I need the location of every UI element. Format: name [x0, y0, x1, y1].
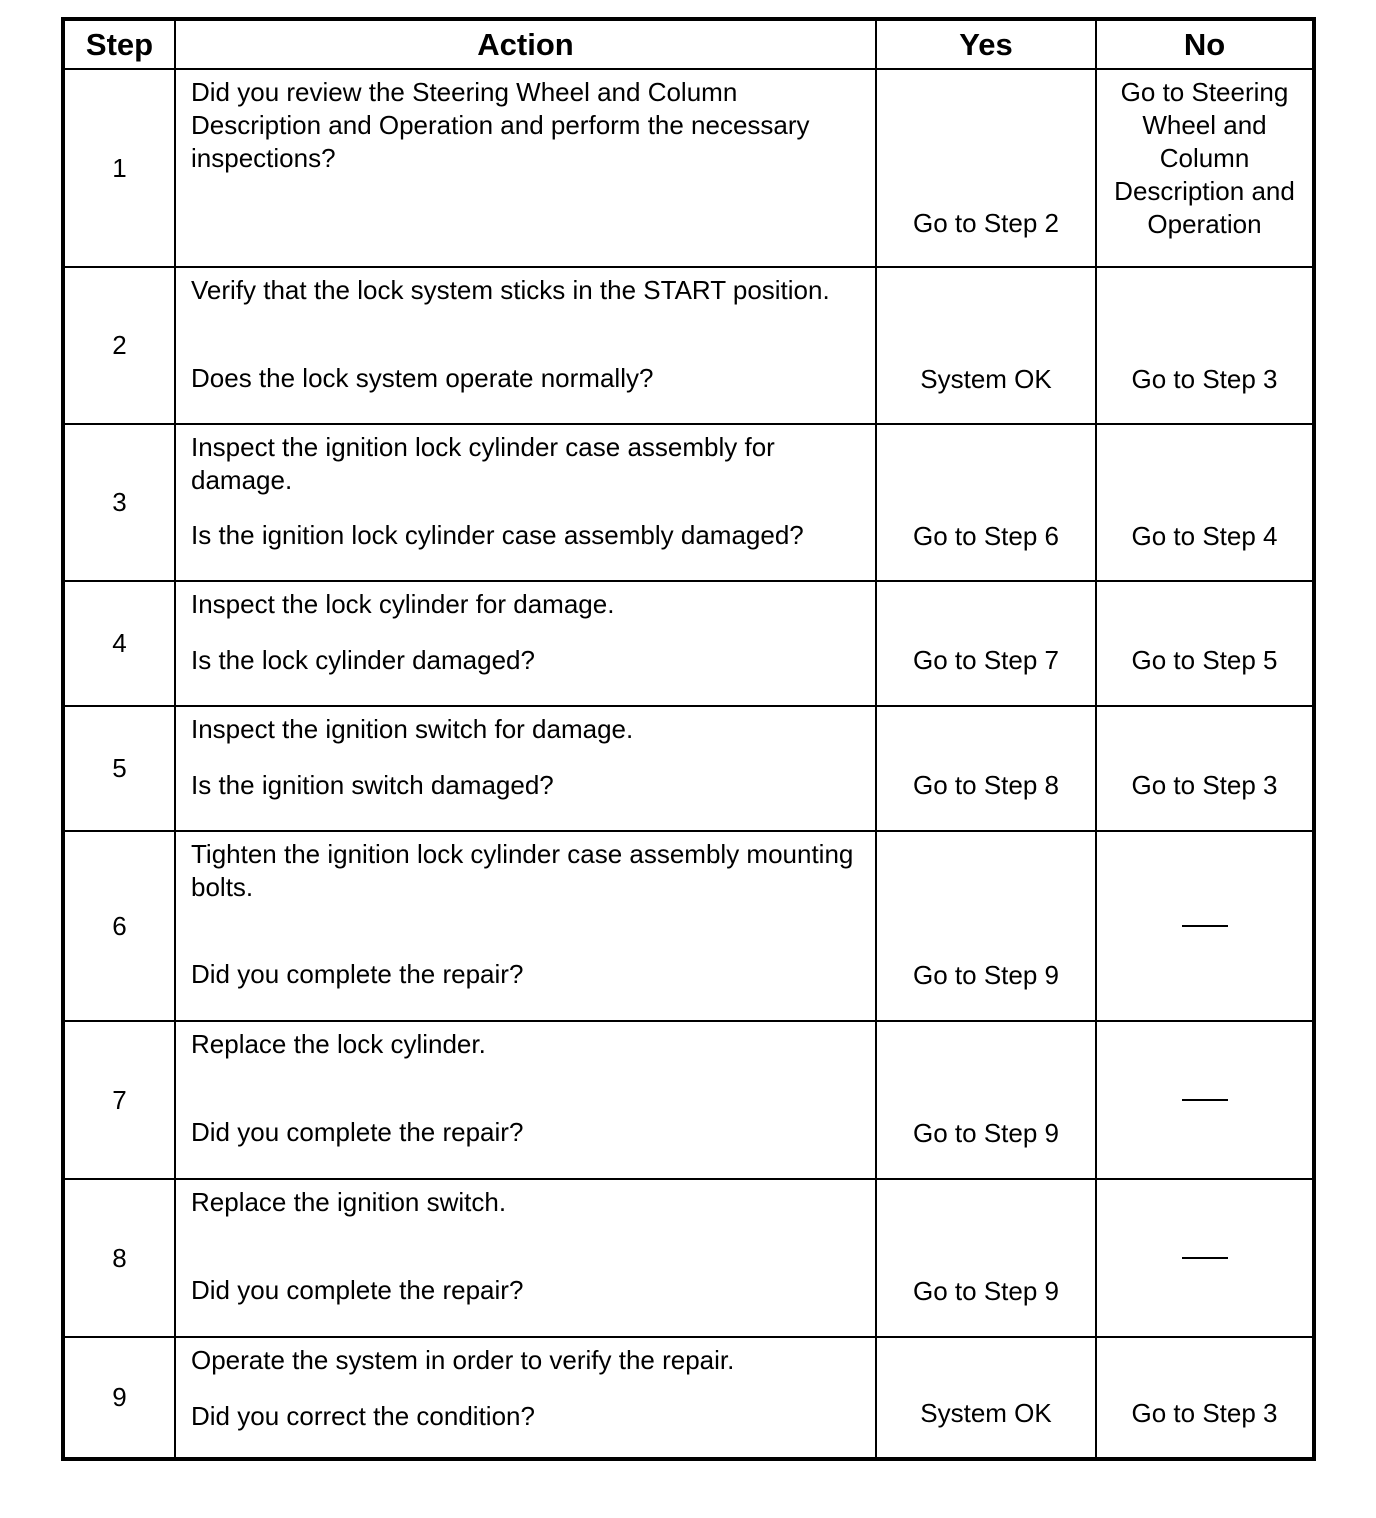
no-cell — [1097, 1180, 1312, 1338]
yes-cell — [877, 1180, 1097, 1338]
diagnostic-table — [61, 17, 1316, 1461]
yes-result: Go to Step 9 — [913, 1118, 1059, 1148]
action-question: Is the ignition lock cylinder case assembly damaged? — [191, 520, 804, 550]
yes-result: Go to Step 2 — [913, 208, 1059, 238]
no-answer-dash — [1182, 1099, 1228, 1101]
no-cell — [1097, 832, 1312, 1022]
no-answer-dash — [1182, 925, 1228, 927]
header-yes: Yes — [877, 21, 1097, 70]
no-cell — [1097, 1338, 1312, 1457]
yes-result: Go to Step 6 — [913, 521, 1059, 551]
step-number — [65, 268, 176, 425]
action-cell — [176, 70, 877, 268]
action-text: Inspect the ignition switch for damage. — [191, 714, 634, 744]
no-result: Go to Step 5 — [1131, 645, 1278, 675]
yes-cell — [877, 1022, 1097, 1180]
yes-result: Go to Step 7 — [913, 645, 1059, 675]
step-number-text: 8 — [112, 1242, 127, 1273]
action-cell — [176, 1338, 877, 1457]
yes-cell — [877, 707, 1097, 832]
yes-result: Go to Step 9 — [913, 1276, 1059, 1306]
step-number — [65, 70, 176, 268]
yes-result: System OK — [920, 364, 1052, 394]
action-question: Did you complete the repair? — [191, 1275, 524, 1305]
no-cell — [1097, 425, 1312, 582]
action-question: Did you complete the repair? — [191, 1117, 524, 1147]
no-cell — [1097, 707, 1312, 832]
yes-result: Go to Step 9 — [913, 960, 1059, 990]
step-number — [65, 1338, 176, 1457]
step-number — [65, 1022, 176, 1180]
yes-cell — [877, 832, 1097, 1022]
no-answer-dash — [1182, 1257, 1228, 1259]
step-number-text: 3 — [112, 487, 127, 517]
step-number — [65, 1180, 176, 1338]
action-question: Is the lock cylinder damaged? — [191, 645, 535, 675]
no-cell — [1097, 1022, 1312, 1180]
yes-result: System OK — [920, 1398, 1052, 1428]
step-number-text: 1 — [112, 152, 127, 183]
yes-result: Go to Step 8 — [913, 770, 1059, 800]
action-text: Operate the system in order to verify the repair. — [191, 1345, 735, 1375]
action-text: Replace the ignition switch. — [191, 1187, 507, 1217]
action-text: Replace the lock cylinder. — [191, 1029, 486, 1059]
action-text: Verify that the lock system sticks in the START position. — [191, 275, 830, 305]
action-question: Did you complete the repair? — [191, 959, 524, 989]
yes-cell — [877, 70, 1097, 268]
action-cell — [176, 1022, 877, 1180]
action-text: Did you review the Steering Wheel and Column Description and Operation and perform the necessary inspections? — [191, 77, 810, 173]
header-step: Step — [65, 21, 176, 70]
yes-cell — [877, 425, 1097, 582]
header-action: Action — [176, 21, 877, 70]
yes-cell — [877, 1338, 1097, 1457]
action-question: Did you correct the condition? — [191, 1401, 535, 1431]
yes-cell — [877, 582, 1097, 707]
step-number — [65, 707, 176, 832]
action-cell — [176, 832, 877, 1022]
no-cell — [1097, 70, 1312, 268]
step-number — [65, 582, 176, 707]
action-cell — [176, 1180, 877, 1338]
no-result: Go to Step 4 — [1131, 521, 1278, 551]
action-cell — [176, 582, 877, 707]
yes-cell — [877, 268, 1097, 425]
no-result: Go to Step 3 — [1131, 770, 1278, 800]
header-no: No — [1097, 21, 1312, 70]
step-number-text: 7 — [112, 1084, 127, 1115]
step-number-text: 6 — [112, 910, 127, 941]
no-result: Go to Step 3 — [1131, 364, 1278, 394]
action-question: Does the lock system operate normally? — [191, 363, 654, 393]
action-question: Is the ignition switch damaged? — [191, 770, 554, 800]
step-number-text: 5 — [112, 753, 127, 783]
action-text: Inspect the lock cylinder for damage. — [191, 589, 615, 619]
action-cell — [176, 268, 877, 425]
no-result: Go to Steering Wheel and Column Description and Operation — [1114, 77, 1295, 239]
step-number — [65, 832, 176, 1022]
step-number-text: 2 — [112, 330, 127, 360]
no-result: Go to Step 3 — [1131, 1398, 1278, 1428]
action-cell — [176, 707, 877, 832]
action-text: Inspect the ignition lock cylinder case assembly for damage. — [191, 432, 775, 495]
step-number-text: 4 — [112, 628, 127, 658]
step-number — [65, 425, 176, 582]
action-cell — [176, 425, 877, 582]
no-cell — [1097, 582, 1312, 707]
step-number-text: 9 — [112, 1382, 127, 1412]
action-text: Tighten the ignition lock cylinder case assembly mounting bolts. — [191, 839, 854, 902]
no-cell — [1097, 268, 1312, 425]
